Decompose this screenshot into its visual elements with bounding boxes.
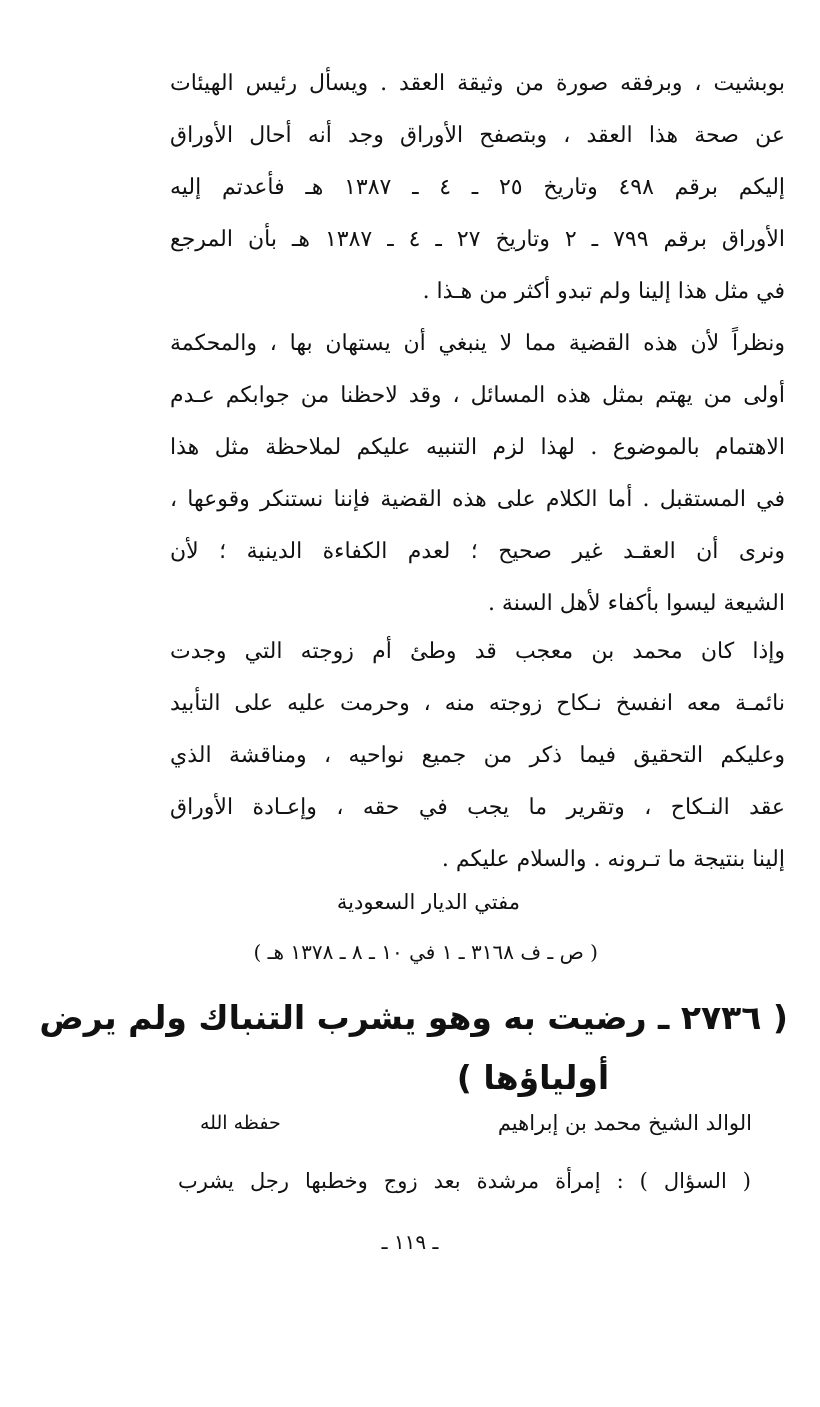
fatwa-author: الوالد الشيخ محمد بن إبراهيم [497,1111,752,1135]
text-line: عن صحة هذا العقد ، وبتصفح الأوراق وجد أنه أحال الأوراق [170,123,785,148]
heading-line: أولياؤها ) [456,1058,610,1097]
heading-line: ( ٢٧٣٦ ـ رضيت به وهو يشرب التنباك ولم يرض [39,998,788,1037]
fatwa-heading [39,988,788,1108]
text-line: الاهتمام بالموضوع . لهذا لزم التنبيه عليكم لملاحظة مثل هذا [170,435,785,460]
text-line: عقد النـكاح ، وتقرير ما يجب في حقه ، وإعـادة الأوراق [170,795,785,820]
paragraph-2 [170,318,785,630]
text-line: ونظراً لأن هذه القضية مما لا ينبغي أن يستهان بها ، والمحكمة [170,331,785,356]
text-line: الأوراق برقم ٧٩٩ ـ ٢ وتاريخ ٢٧ ـ ٤ ـ ١٣٨٧ هـ بأن المرجع [170,227,786,252]
text-line: وعليكم التحقيق فيما ذكر من جميع نواحيه ، ومناقشة الذي [170,743,785,768]
question-line: ( السؤال ) : إمرأة مرشدة بعد زوج وخطبها رجل يشرب [178,1169,751,1193]
text-line: ونرى أن العقـد غير صحيح ؛ لعدم الكفاءة الدينية ؛ لأن [170,539,785,564]
text-line: نائمـة معه انفسخ نـكاح زوجته منه ، وحرمت عليه على التأبيد [170,691,785,716]
document-reference: ( ص ـ ف ٣١٦٨ ـ ١ في ١٠ ـ ٨ ـ ١٣٧٨ هـ ) [253,940,598,964]
page-number: ـ ١١٩ ـ [381,1230,439,1254]
text-line: إليكم برقم ٤٩٨ وتاريخ ٢٥ ـ ٤ ـ ١٣٨٧ هـ فأعدتم إليه [170,175,786,200]
text-line: أولى من يهتم بمثل هذه المسائل ، وقد لاحظنا من جوابكم عـدم [170,383,785,408]
text-line: في مثل هذا إلينا ولم تبدو أكثر من هـذا . [422,279,785,304]
text-line: وإذا كان محمد بن معجب قد وطئ أم زوجته التي وجدت [170,639,785,664]
text-line: بوبشيت ، وبرفقه صورة من وثيقة العقد . ويسأل رئيس الهيئات [170,71,785,96]
paragraph-1 [170,58,785,318]
fatwa-blessing: حفظه الله [200,1112,281,1134]
text-line: في المستقبل . أما الكلام على هذه القضية فإننا نستنكر وقوعها ، [170,487,785,512]
fatwa-attribution [170,1100,752,1146]
signature: مفتي الديار السعودية [336,890,520,914]
paragraph-3 [170,626,785,886]
text-line: إلينا بنتيجة ما تـرونه . والسلام عليكم . [441,847,785,872]
text-line: الشيعة ليسوا بأكفاء لأهل السنة . [487,591,785,616]
